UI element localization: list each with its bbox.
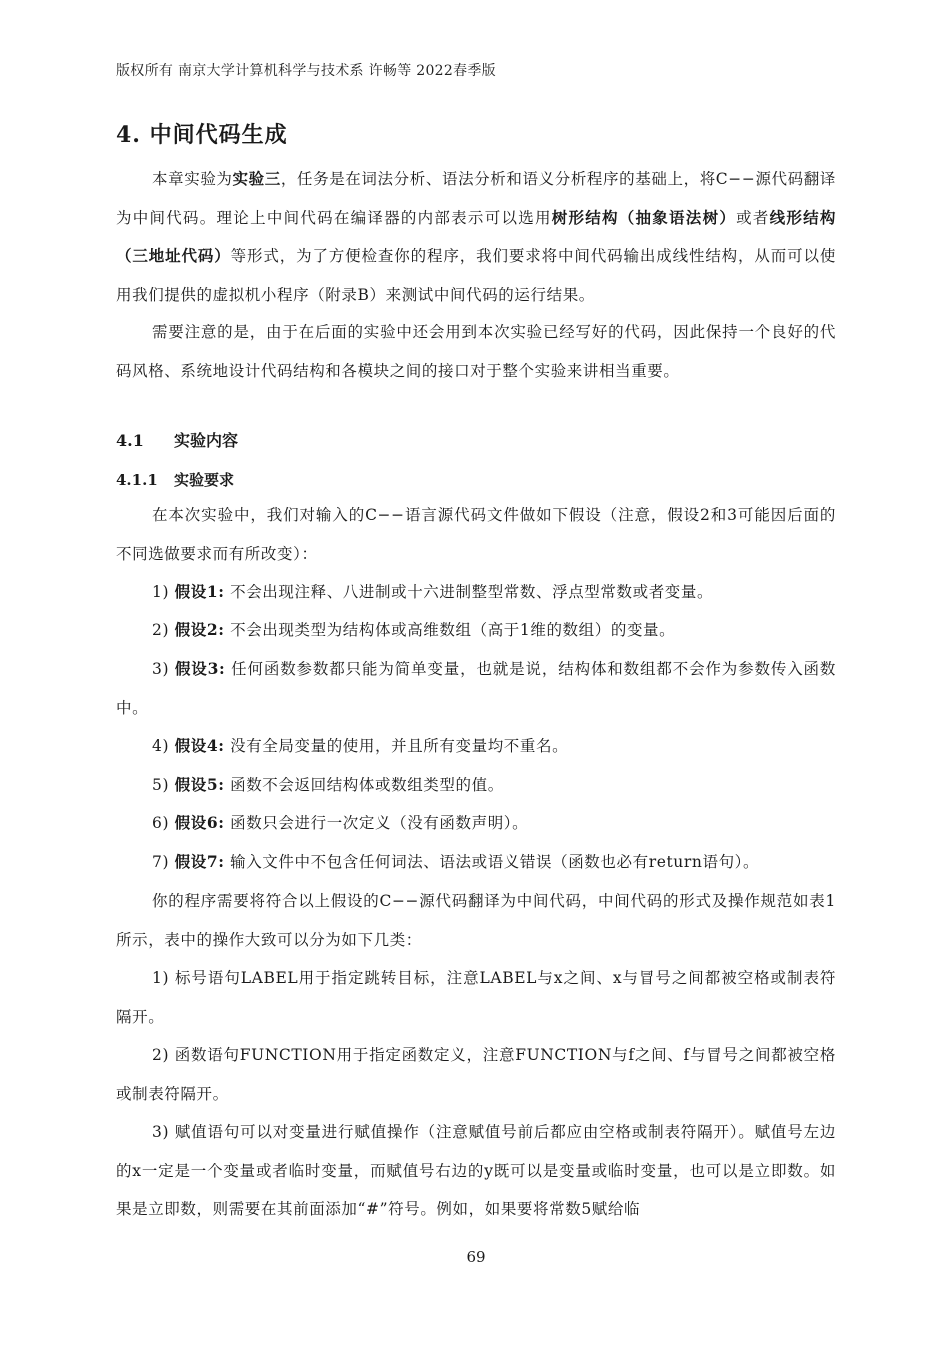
assumption-item xyxy=(116,650,836,727)
operation-item: 1) 标号语句LABEL用于指定跳转目标，注意LABEL与x之间、x与冒号之间都被空格或制表符隔开。 xyxy=(116,969,836,1026)
page-number: 69 xyxy=(466,1248,486,1266)
item-number: 6) xyxy=(152,814,170,832)
section-number: 4.1 xyxy=(116,431,144,450)
item-number: 1) xyxy=(152,583,170,601)
subsection-title: 实验要求 xyxy=(174,471,235,489)
item-number: 4) xyxy=(152,737,170,755)
assumption-text: 不会出现类型为结构体或高维数组（高于1维的数组）的变量。 xyxy=(230,621,676,639)
assumption-text: 函数只会进行一次定义（没有函数声明）。 xyxy=(230,814,529,832)
assumption-label: 假设7: xyxy=(174,852,225,871)
assumption-text: 函数不会返回结构体或数组类型的值。 xyxy=(230,776,504,794)
bold-text-run: 实验三 xyxy=(232,169,281,188)
assumption-label: 假设5: xyxy=(174,775,225,794)
running-header: 版权所有 南京大学计算机科学与技术系 许畅等 2022春季版 xyxy=(116,63,496,79)
requirements-intro: 在本次实验中，我们对输入的C−−语言源代码文件做如下假设（注意，假设2和3可能因后面的不同选做要求而有所改变）： xyxy=(116,506,836,563)
assumption-text: 任何函数参数都只能为简单变量，也就是说，结构体和数组都不会作为参数传入函数中。 xyxy=(116,660,837,717)
assumption-label: 假设6: xyxy=(174,813,225,832)
text-run: 或者 xyxy=(736,208,770,227)
assumption-item xyxy=(116,804,836,843)
text-run: ，任务是在词法分析、语法分析和语义分析程序的基础上，将C−−源代码翻译为中间代码。理论上中间代码在编译器的内部表示可以选用 xyxy=(116,170,836,227)
assumption-label: 假设2: xyxy=(174,620,225,639)
assumption-item xyxy=(116,573,836,612)
bold-text-run: 线形结构（三地址代码） xyxy=(116,207,837,265)
operation-item: 2) 函数语句FUNCTION用于指定函数定义，注意FUNCTION与f之间、f与冒号之间都被空格或制表符隔开。 xyxy=(116,1046,836,1103)
operations-intro: 你的程序需要将符合以上假设的C−−源代码翻译为中间代码，中间代码的形式及操作规范如表1所示，表中的操作大致可以分为如下几类： xyxy=(116,892,836,949)
assumption-label: 假设1: xyxy=(174,582,225,601)
assumption-text: 输入文件中不包含任何词法、语法或语义错误（函数也必有return语句）。 xyxy=(230,853,760,871)
assumption-item xyxy=(116,843,836,882)
assumption-text: 不会出现注释、八进制或十六进制整型常数、浮点型常数或者变量。 xyxy=(230,583,714,601)
section-title: 实验内容 xyxy=(174,431,239,450)
assumption-label: 假设4: xyxy=(174,736,225,755)
assumption-item xyxy=(116,611,836,650)
item-number: 7) xyxy=(152,853,170,871)
subsection-heading-4-1-1 xyxy=(116,469,234,490)
chapter-title: 4. 中间代码生成 xyxy=(116,122,288,148)
subsection-number: 4.1.1 xyxy=(116,471,158,489)
operation-item: 3) 赋值语句可以对变量进行赋值操作（注意赋值号前后都应由空格或制表符隔开）。赋值号左边的x一定是一个变量或者临时变量，而赋值号右边的y既可以是变量或临时变量，也可以是立即数。如果是立即数，则需要在其前面添加“#”符号。例如，如果要将常数5赋给临 xyxy=(116,1123,836,1218)
bold-text-run: 树形结构（抽象语法树） xyxy=(551,207,737,227)
assumption-text: 没有全局变量的使用，并且所有变量均不重名。 xyxy=(230,737,569,755)
text-run: 等形式，为了方便检查你的程序，我们要求将中间代码输出成线性结构，从而可以使用我们提供的虚拟机小程序（附录B）来测试中间代码的运行结果。 xyxy=(116,247,837,304)
assumption-label: 假设3: xyxy=(174,659,226,678)
intro-paragraph-1 xyxy=(116,160,836,314)
item-number: 2) xyxy=(152,621,170,639)
intro-paragraph-2: 需要注意的是，由于在后面的实验中还会用到本次实验已经写好的代码，因此保持一个良好的代码风格、系统地设计代码结构和各模块之间的接口对于整个实验来讲相当重要。 xyxy=(116,323,836,380)
item-number: 3) xyxy=(152,660,170,678)
text-run: 本章实验为 xyxy=(152,170,233,188)
assumption-item xyxy=(116,766,836,805)
section-heading-4-1 xyxy=(116,428,238,451)
item-number: 5) xyxy=(152,776,170,794)
assumption-item xyxy=(116,727,836,766)
